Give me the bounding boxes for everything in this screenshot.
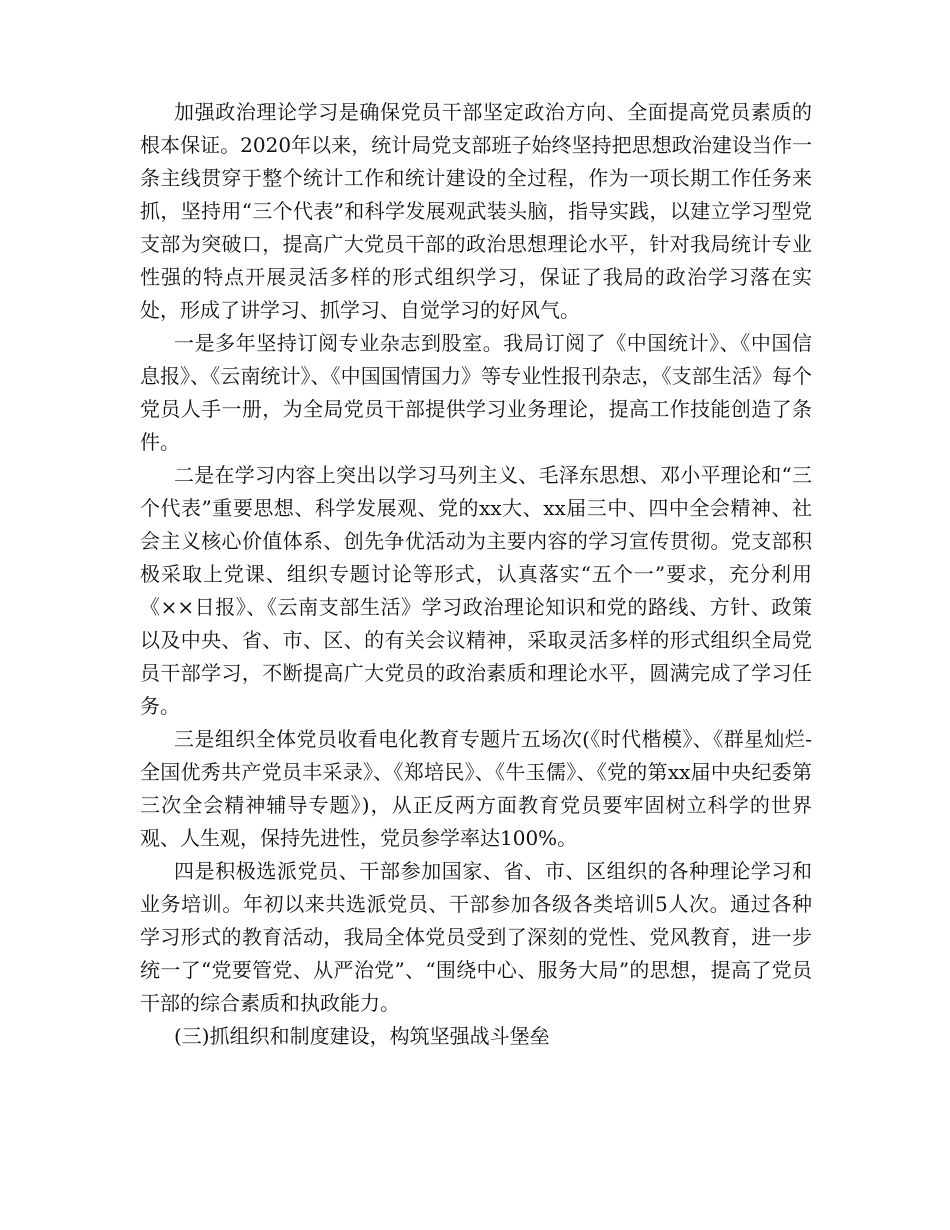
paragraph-political-study: 加强政治理论学习是确保党员干部坚定政治方向、全面提高党员素质的根本保证。2020年以来，统计局党支部班子始终坚持把思想政治建设当作一条主线贯穿于整个统计工作和统计建设的全过程，作为一项长期工作任务来抓，坚持用“三个代表”和科学发展观武装头脑，指导实践，以建立学习型党支部为突破口，提高广大党员干部的政治思想理论水平，针对我局统计专业性强的特点开展灵活多样的形式组织学习，保证了我局的政治学习落在实处，形成了讲学习、抓学习、自觉学习的好风气。 [140,100,812,322]
section-heading: (三)抓组织和制度建设，构筑坚强战斗堡垒 [174,1024,550,1048]
paragraph-education-films: 三是组织全体党员收看电化教育专题片五场次(《时代楷模》、《群星灿烂-全国优秀共产党员丰采录》、《郑培民》、《牛玉儒》、《党的第xx届中央纪委第三次全会精神辅导专题》)，从正反两方面教育党员要牢固树立科学的世界观、人生观，保持先进性，党员参学率达100%。 [140,727,812,850]
paragraph-study-content: 二是在学习内容上突出以学习马列主义、毛泽东思想、邓小平理论和“三个代表”重要思想、科学发展观、党的xx大、xx届三中、四中全会精神、社会主义核心价值体系、创先争优活动为主要内容的学习宣传贯彻。党支部积极采取上党课、组织专题讨论等形式，认真落实“五个一”要求，充分利用《××日报》、《云南支部生活》学习政治理论知识和党的路线、方针、政策以及中央、省、市、区、的有关会议精神，采取灵活多样的形式组织全局党员干部学习，不断提高广大党员的政治素质和理论水平，圆满完成了学习任务。 [140,463,812,718]
document-page [140,96,812,1053]
paragraph-subscriptions: 一是多年坚持订阅专业杂志到股室。我局订阅了《中国统计》、《中国信息报》、《云南统计》、《中国国情国力》等专业性报刊杂志，《支部生活》每个党员人手一册，为全局党员干部提供学习业务理论，提高工作技能创造了条件。 [140,331,812,454]
paragraph-training: 四是积极选派党员、干部参加国家、省、市、区组织的各种理论学习和业务培训。年初以来共选派党员、干部参加各级各类培训5人次。通过各种学习形式的教育活动，我局全体党员受到了深刻的党性、党风教育，进一步统一了“党要管党、从严治党”、“围绕中心、服务大局”的思想，提高了党员干部的综合素质和执政能力。 [140,859,812,1015]
